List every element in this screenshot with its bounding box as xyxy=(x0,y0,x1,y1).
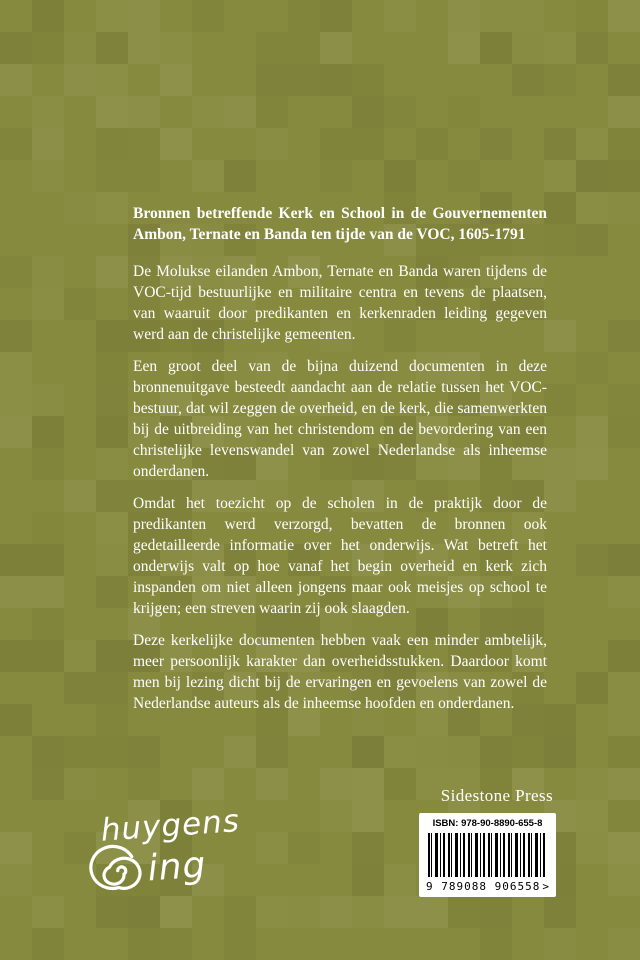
isbn-label: ISBN: 978-90-8890-655-8 xyxy=(432,818,543,829)
barcode-panel xyxy=(419,813,556,897)
logo-word-huygens: huygens xyxy=(99,803,242,849)
barcode-digits-row xyxy=(425,880,550,893)
logo-word-ing: ing xyxy=(146,844,208,889)
blurb-paragraph: De Molukse eilanden Ambon, Ternate en Banda waren tijdens de VOC-tijd bestuurlijke en militaire centra en tevens de plaatsen, van waaruit door predikanten en kerkenraden leiding gegeven werd aan de christelijke gemeenten. xyxy=(133,263,547,343)
blurb-paragraph: Deze kerkelijke documenten hebben vaak een minder ambtelijk, meer persoonlijk karakter dan overheidsstukken. Daardoor komt men bij lezing dicht bij de ervaringen en gevoelens van zowel de Nederlandse auteurs als de inheemse hoofden en onderdanen. xyxy=(133,632,547,712)
blurb-text-block xyxy=(133,203,547,725)
publisher-block xyxy=(419,786,556,897)
huygens-ing-logo xyxy=(86,803,255,944)
blurb-paragraph: Een groot deel van de bijna duizend documenten in deze bronnenuitgave besteedt aandacht aan de relatie tussen het VOC-bestuur, dat wil zeggen de overheid, en de kerk, die samenwerkten bij de uitbreiding van het christendom en de bevordering van een christelijke levenswandel van zowel Nederlandse als inheemse onderdanen. xyxy=(133,358,547,480)
publisher-name: Sidestone Press xyxy=(440,786,553,805)
barcode-digits: 9 789088 906558 xyxy=(426,880,541,893)
barcode-suffix: > xyxy=(542,880,549,893)
spiral-doodle-icon xyxy=(86,840,148,902)
barcode-bars xyxy=(428,833,547,877)
book-title: Bronnen betreffende Kerk en School in de Gouvernementen Ambon, Ternate en Banda ten tijde van de VOC, 1605-1791 xyxy=(133,205,547,243)
blurb-paragraph: Omdat het toezicht op de scholen in de praktijk door de predikanten werd verzorgd, bevatten de bronnen ook gedetailleerde informatie over het onderwijs. Wat betreft het onderwijs valt op hoe vanaf het begin overheid en kerk zich inspanden om niet alleen jongens maar ook meisjes op school te krijgen; een streven waarin zij ook slaagden. xyxy=(133,495,547,617)
